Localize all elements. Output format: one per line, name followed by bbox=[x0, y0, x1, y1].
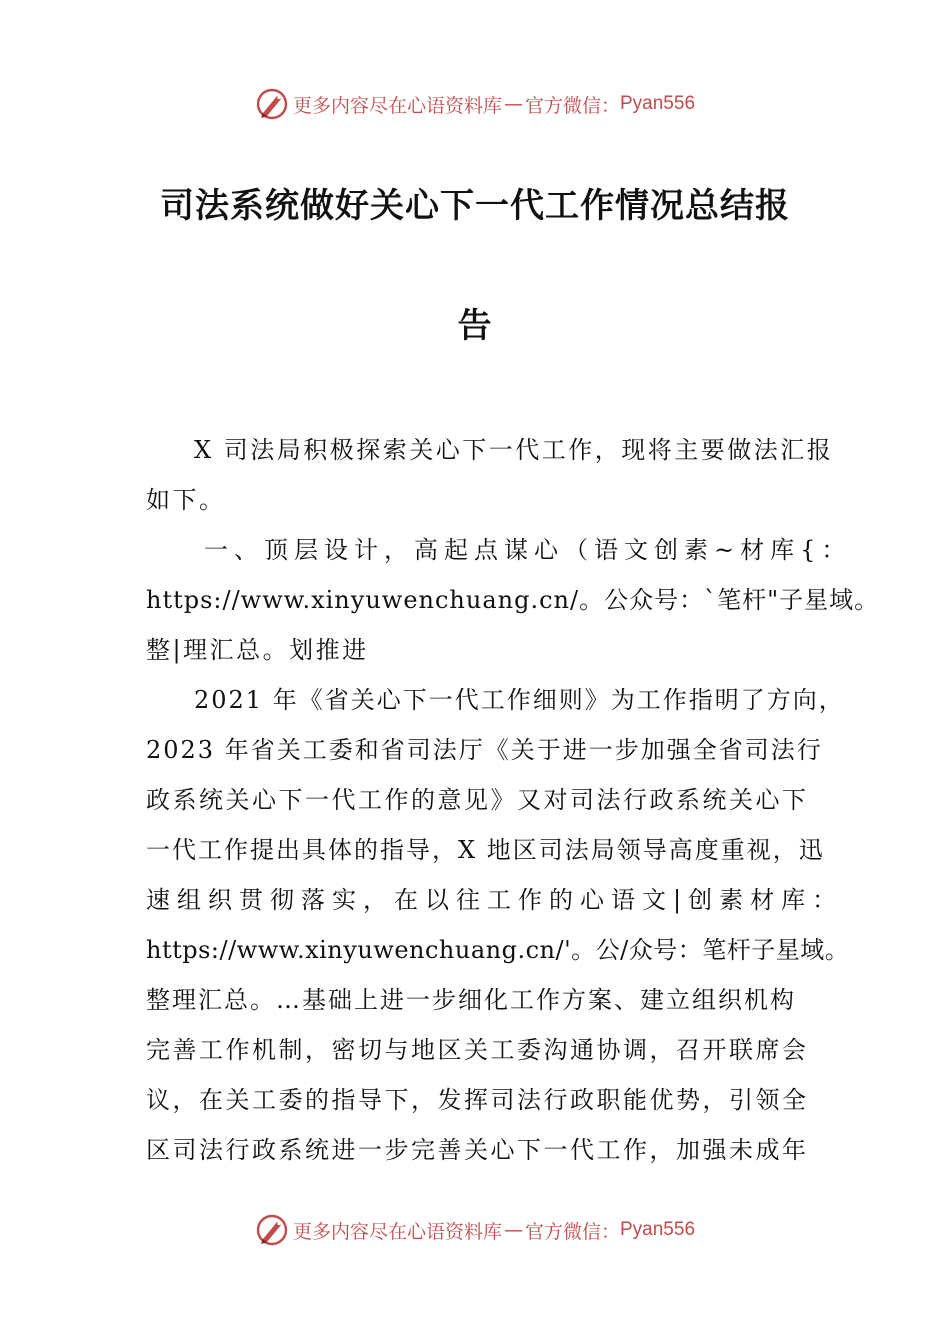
body-line: 2023 年省关工委和省司法厅《关于进一步加强全省司法行 bbox=[146, 736, 823, 764]
footer-brand-text: 更多内容尽在心语资料库 bbox=[292, 1220, 502, 1243]
body-line: 2021 年《省关心下一代工作细则》为工作指明了方向， bbox=[194, 686, 845, 714]
body-line: 议，在关工委的指导下，发挥司法行政职能优势，引领全 bbox=[146, 1086, 809, 1114]
body-line: X 司法局积极探索关心下一代工作，现将主要做法汇报 bbox=[194, 436, 834, 464]
header-brand-text: 更多内容尽在心语资料库 bbox=[292, 94, 502, 117]
header-wechat-id: Pyan556 bbox=[620, 93, 696, 114]
footer-dash: — bbox=[503, 1219, 523, 1241]
footer-watermark bbox=[0, 1210, 950, 1250]
footer-wechat-label: 官方微信： bbox=[524, 1220, 620, 1243]
body-line: 速组织贯彻落实，在以往工作的心语文|创素材库： bbox=[146, 886, 844, 914]
body-line: 政系统关心下一代工作的意见》又对司法行政系统关心下 bbox=[146, 786, 809, 814]
document-title-line-1: 司法系统做好关心下一代工作情况总结报 bbox=[160, 186, 790, 226]
document-body bbox=[146, 425, 880, 1175]
body-line: 一代工作提出具体的指导，X 地区司法局领导高度重视，迅 bbox=[146, 836, 825, 864]
body-line: 如下。 bbox=[146, 486, 226, 514]
header-dash: — bbox=[503, 93, 523, 115]
body-line: 完善工作机制，密切与地区关工委沟通协调，召开联席会 bbox=[146, 1036, 809, 1064]
pen-circle-logo-icon bbox=[255, 1213, 289, 1247]
pen-circle-logo-icon bbox=[255, 87, 289, 121]
body-line: https://www.xinyuwenchuang.cn/。公众号：`笔杆"子星域。 bbox=[146, 586, 880, 614]
header-watermark bbox=[0, 84, 950, 124]
body-line: 整|理汇总。划推进 bbox=[146, 636, 369, 664]
body-line: https://www.xinyuwenchuang.cn/'。公/众号：笔杆子星域。 bbox=[146, 936, 850, 964]
body-line: 整理汇总。…基础上进一步细化工作方案、建立组织机构 bbox=[146, 986, 796, 1014]
section-heading: 一、顶层设计，高起点谋心（语文创素~材库{： bbox=[204, 536, 852, 564]
document-title-line-2: 告 bbox=[457, 306, 493, 346]
body-line: 区司法行政系统进一步完善关心下一代工作，加强未成年 bbox=[146, 1136, 809, 1164]
header-wechat-label: 官方微信： bbox=[524, 94, 620, 117]
footer-wechat-id: Pyan556 bbox=[620, 1219, 696, 1240]
